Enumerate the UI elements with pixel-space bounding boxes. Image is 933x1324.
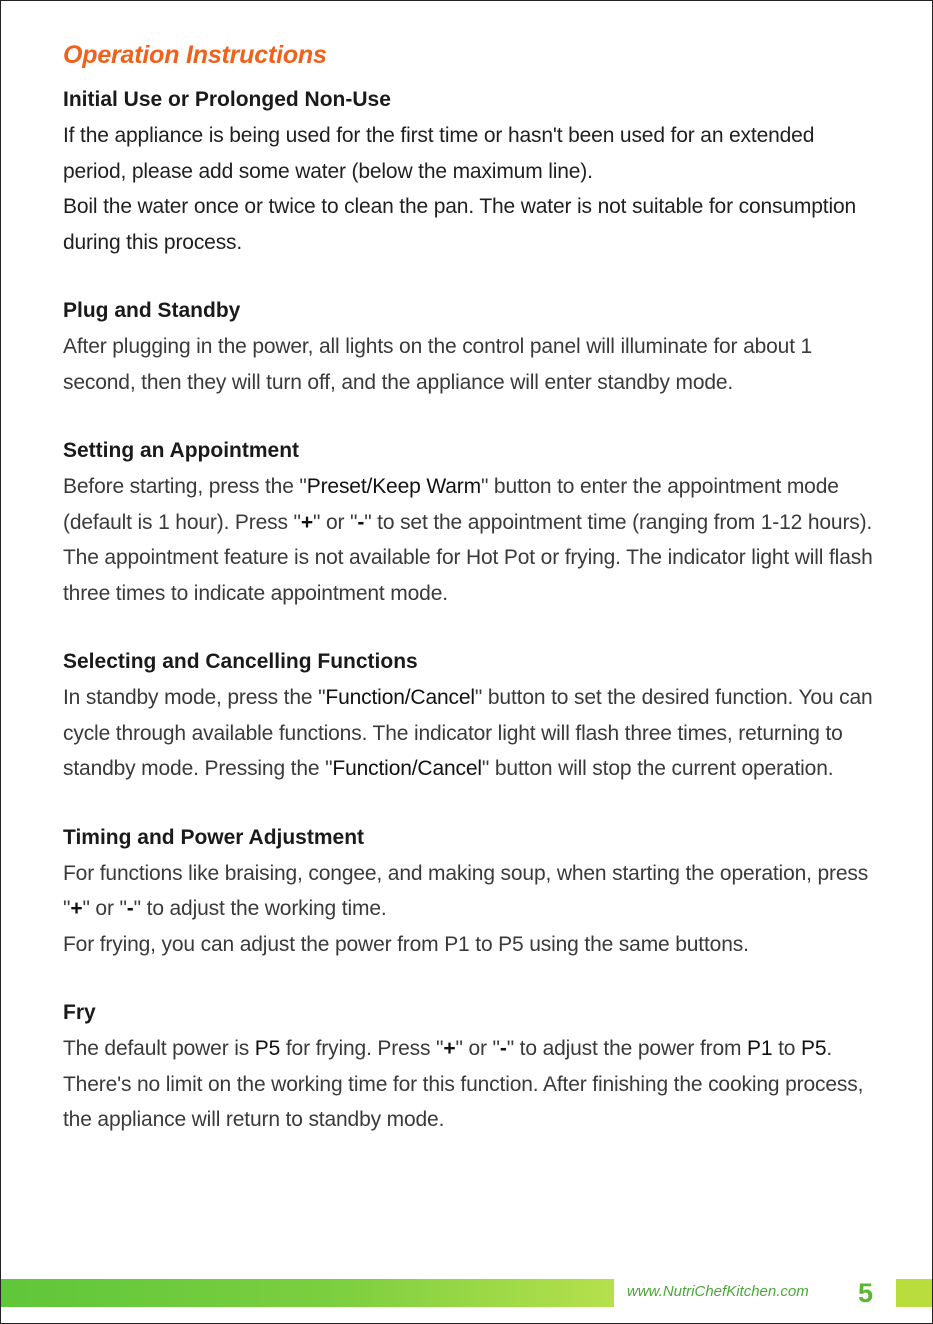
text-run: " to adjust the working time. (133, 897, 387, 920)
section-text: For frying, you can adjust the power from P1 to P5 using the same buttons. (63, 932, 749, 956)
button-name-preset: Preset/Keep Warm (306, 475, 481, 498)
section-heading: Fry (63, 1001, 96, 1024)
text-run: . There's no limit on the working time for this function. After finishing the cooking process, the appliance will return to standby mode. (63, 1037, 864, 1131)
minus-symbol: - (499, 1037, 507, 1060)
section-heading: Timing and Power Adjustment (63, 825, 365, 849)
section-heading: Selecting and Cancelling Functions (63, 650, 418, 673)
section-functions (63, 646, 883, 787)
text-run: Before starting, press the " (63, 475, 307, 498)
power-level: P5 (254, 1037, 281, 1060)
text-run: " to adjust the power from (506, 1037, 748, 1060)
button-name-function: Function/Cancel (332, 757, 482, 780)
text-run: For functions like braising, congee, and making soup, when starting the operation, press " (63, 861, 869, 920)
power-level: P5 (801, 1037, 827, 1060)
text-run: " button to enter the appointment mode (default is 1 hour). Press " (63, 475, 839, 534)
website-link[interactable]: www.NutriChefKitchen.com (627, 1283, 809, 1300)
section-heading: Setting an Appointment (63, 439, 300, 462)
text-run: " or " (312, 510, 358, 534)
minus-symbol: - (357, 510, 365, 534)
footer-green-bar (1, 1279, 614, 1307)
plus-symbol: + (443, 1037, 456, 1060)
section-text (63, 1031, 883, 1138)
minus-symbol: - (126, 897, 134, 920)
text-run: The default power is (63, 1037, 255, 1060)
text-run: In standby mode, press the " (63, 686, 326, 709)
button-name-function: Function/Cancel (325, 686, 475, 709)
section-text: Boil the water once or twice to clean the pan. The water is not suitable for consumption during this process. (63, 195, 857, 254)
text-run: for frying. Press " (280, 1037, 444, 1060)
page-number: 5 (858, 1278, 874, 1308)
page-footer (1, 1279, 932, 1307)
section-text: If the appliance is being used for the first time or hasn't been used for an extended period, please add some water (below the maximum line). (63, 124, 815, 183)
section-plug-standby (63, 295, 883, 400)
power-level: P1 (747, 1037, 773, 1060)
section-appointment (63, 435, 883, 611)
section-text (63, 680, 883, 787)
section-timing-power (63, 822, 883, 963)
page-content (63, 41, 883, 1173)
text-run: " or " (82, 897, 127, 920)
section-heading: Initial Use or Prolonged Non-Use (63, 88, 391, 111)
section-text: After plugging in the power, all lights on the control panel will illuminate for about 1 second, then they will turn off, and the appliance will enter standby mode. (63, 335, 813, 394)
section-initial-use (63, 84, 883, 260)
text-run: " or " (455, 1037, 500, 1060)
footer-lime-block (896, 1279, 932, 1307)
plus-symbol: + (300, 510, 313, 534)
plus-symbol: + (70, 897, 83, 920)
section-text (63, 856, 883, 927)
section-heading: Plug and Standby (63, 299, 241, 322)
page-title: Operation Instructions (63, 41, 327, 69)
text-run: to (772, 1037, 802, 1060)
text-run: " to set the appointment time (ranging from 1-12 hours). The appointment feature is not available for Hot Pot or frying. The indicator light will flash three times to indicate appointment mode. (63, 510, 873, 605)
text-run: " button to set the desired function. You can cycle through available functions. The indicator light will flash three times, returning to standby mode. Pressing the " (63, 686, 873, 780)
section-text (63, 469, 883, 611)
section-fry (63, 997, 883, 1138)
text-run: " button will stop the current operation. (481, 757, 834, 780)
